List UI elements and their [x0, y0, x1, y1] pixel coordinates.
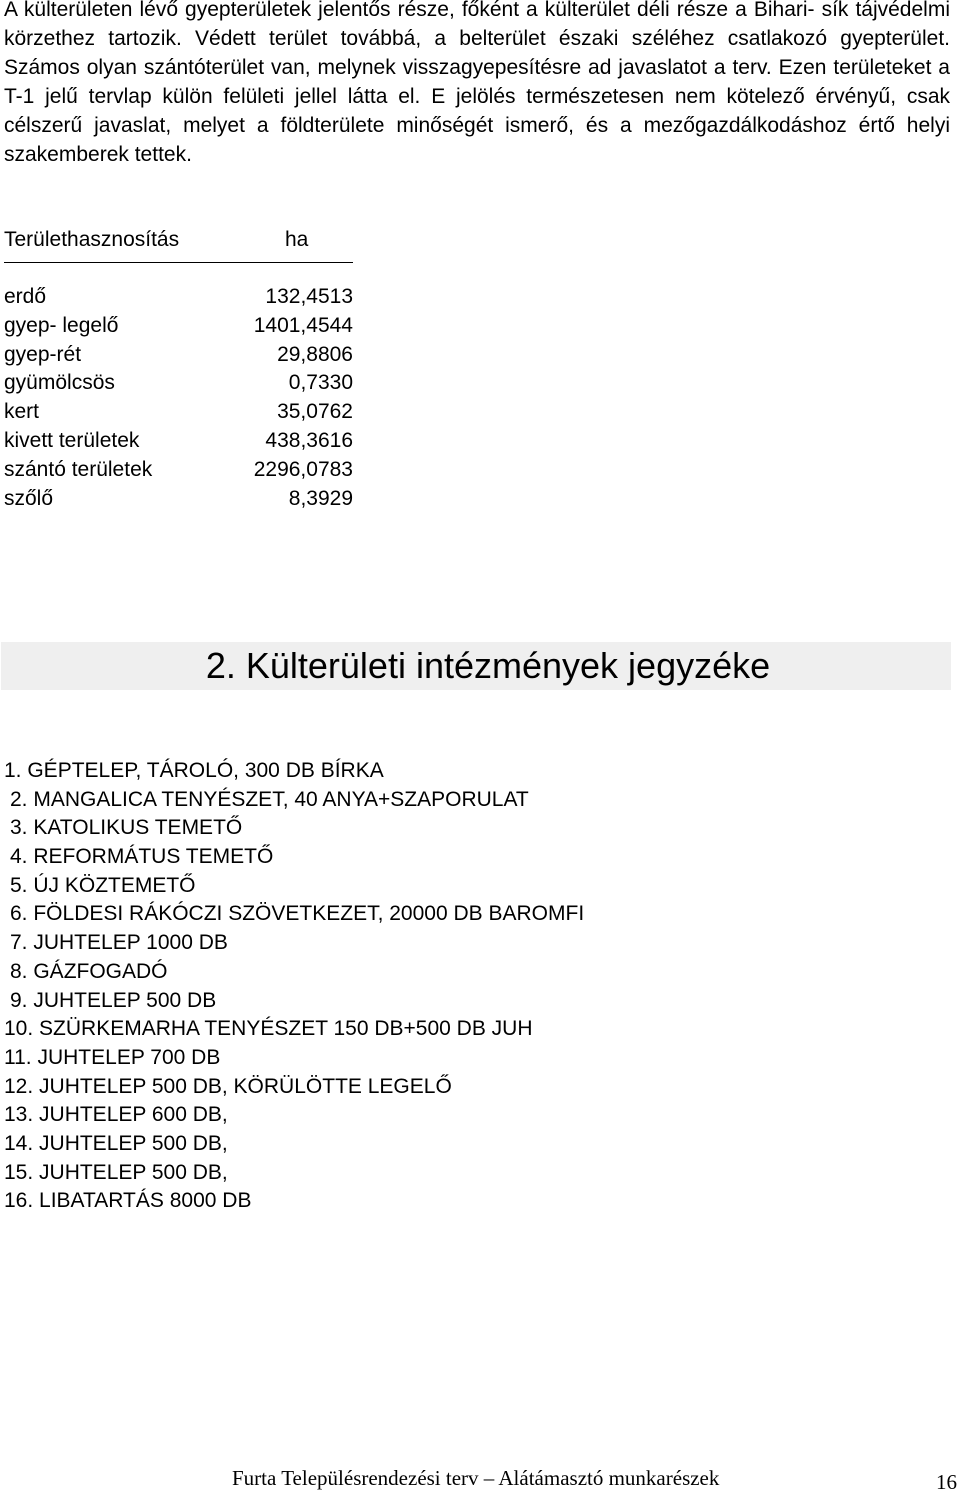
intro-paragraph: A külterületen lévő gyepterületek jelentős része, főként a külterület déli része a Bihari- sík tájvédelmi körzethez tartozik. Védett terület továbbá, a belterület északi széléhez csatlakozó gyepterület. Számos olyan szántóterület van, melynek visszagyepesítésre ad javaslatot a terv. Ezen területeket a T-1 jelű tervlap külön felületi jellel látta el. E jelölés természetesen nem kötelező érvényű, csak célszerű javaslat, melyet a földterülete minőségét ismerő, és a mezőgazdálkodáshoz értő helyi szakemberek tettek.	[4, 0, 950, 166]
list-item: 6. FÖLDESI RÁKÓCZI SZÖVETKEZET, 20000 DB BAROMFI	[10, 902, 585, 926]
row-value: 1401,4544	[253, 313, 353, 337]
row-label: gyümölcsös	[4, 371, 115, 395]
table-row	[4, 283, 353, 312]
row-value: 29,8806	[277, 342, 353, 366]
list-item: 8. GÁZFOGADÓ	[10, 959, 168, 983]
row-value: 35,0762	[277, 400, 353, 424]
list-item: 11. JUHTELEP 700 DB	[4, 1045, 221, 1069]
land-use-table-header	[4, 226, 353, 263]
list-item: 5. ÚJ KÖZTEMETŐ	[10, 873, 196, 897]
table-header-unit: ha	[285, 228, 309, 251]
section-heading	[1, 642, 951, 690]
row-label: erdő	[4, 285, 47, 308]
row-value: 2296,0783	[253, 457, 353, 481]
row-label: kivett területek	[4, 428, 140, 452]
list-item: 10. SZÜRKEMARHA TENYÉSZET 150 DB+500 DB JUH	[4, 1017, 533, 1041]
land-use-table	[4, 283, 353, 513]
list-item: 16. LIBATARTÁS 8000 DB	[4, 1189, 252, 1213]
list-item: 7. JUHTELEP 1000 DB	[10, 931, 228, 955]
list-item: 2. MANGALICA TENYÉSZET, 40 ANYA+SZAPORULAT	[10, 787, 529, 811]
list-item: 13. JUHTELEP 600 DB,	[4, 1103, 228, 1127]
table-row	[4, 485, 353, 514]
table-row	[4, 456, 353, 485]
table-header-label: Területhasznosítás	[4, 228, 180, 251]
table-row	[4, 427, 353, 456]
page-number: 16	[936, 1470, 957, 1494]
page-footer: Furta Településrendezési terv – Alátámasztó munkarészek	[232, 1466, 720, 1490]
table-row	[4, 398, 353, 427]
row-value: 8,3929	[288, 486, 353, 510]
row-label: szőlő	[4, 486, 54, 510]
row-label: kert	[4, 400, 40, 424]
table-row	[4, 341, 353, 370]
list-item: 4. REFORMÁTUS TEMETŐ	[10, 845, 274, 869]
row-label: gyep- legelő	[4, 313, 119, 337]
list-item: 1. GÉPTELEP, TÁROLÓ, 300 DB BÍRKA	[4, 759, 384, 782]
list-item: 9. JUHTELEP 500 DB	[10, 988, 217, 1012]
row-value: 438,3616	[265, 428, 353, 452]
table-row	[4, 369, 353, 398]
row-value: 0,7330	[288, 371, 353, 395]
table-row	[4, 312, 353, 341]
row-label: szántó területek	[4, 457, 153, 481]
institution-list	[4, 757, 584, 1216]
list-item: 3. KATOLIKUS TEMETŐ	[10, 816, 243, 840]
row-label: gyep-rét	[4, 342, 82, 366]
list-item: 14. JUHTELEP 500 DB,	[4, 1131, 228, 1155]
section-heading-text: 2. Külterületi intézmények jegyzéke	[205, 645, 771, 686]
row-value: 132,4513	[265, 285, 353, 308]
list-item: 15. JUHTELEP 500 DB,	[4, 1160, 228, 1184]
list-item: 12. JUHTELEP 500 DB, KÖRÜLÖTTE LEGELŐ	[4, 1074, 452, 1098]
